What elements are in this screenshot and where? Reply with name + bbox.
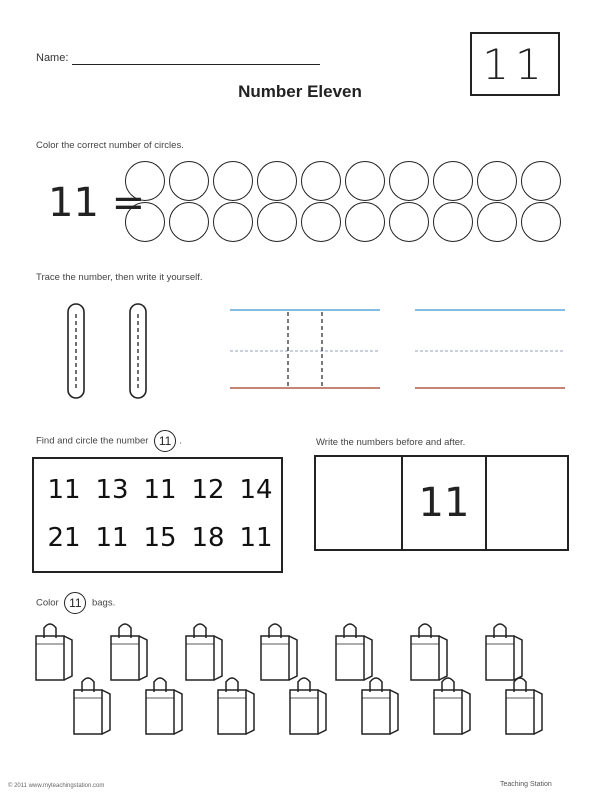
color-circle[interactable] <box>213 202 253 242</box>
color-circle[interactable] <box>433 161 473 201</box>
before-after-instruction: Write the numbers before and after. <box>316 437 466 448</box>
name-label: Name: <box>36 52 69 64</box>
bags-instruction-end: bags. <box>91 597 116 609</box>
trace-one-right <box>130 304 146 398</box>
trace-ones-graphic <box>60 300 170 400</box>
find-number[interactable]: 12 <box>191 475 225 505</box>
color-circle[interactable] <box>125 202 165 242</box>
color-circle[interactable] <box>477 202 517 242</box>
writing-lines-traced[interactable] <box>230 300 380 395</box>
circles-instruction: Color the correct number of circles. <box>36 140 184 151</box>
bag-icon[interactable] <box>186 624 222 680</box>
find-number[interactable]: 11 <box>47 475 81 505</box>
color-circle[interactable] <box>169 161 209 201</box>
find-number[interactable]: 18 <box>191 523 225 553</box>
before-after-box <box>314 455 569 551</box>
find-instruction-end: . <box>179 435 182 447</box>
color-circle[interactable] <box>301 161 341 201</box>
center-cell: 11 <box>401 457 485 549</box>
color-circle[interactable] <box>521 161 561 201</box>
circle-grid <box>125 161 565 243</box>
writing-lines-blank[interactable] <box>415 300 565 395</box>
footer-copyright: © 2011 www.myteachingstation.com <box>8 783 105 789</box>
bags-number-circle: 11 <box>64 592 86 614</box>
after-cell[interactable] <box>485 457 567 549</box>
bag-icon[interactable] <box>74 678 110 734</box>
find-number[interactable]: 14 <box>239 475 273 505</box>
color-circle[interactable] <box>389 202 429 242</box>
bag-icon[interactable] <box>362 678 398 734</box>
bag-icon[interactable] <box>111 624 147 680</box>
find-number[interactable]: 13 <box>95 475 129 505</box>
find-number[interactable]: 11 <box>239 523 273 553</box>
color-circle[interactable] <box>169 202 209 242</box>
bag-icon[interactable] <box>261 624 297 680</box>
color-circle[interactable] <box>345 161 385 201</box>
bags-instruction-text: Color <box>36 597 59 609</box>
bag-icon[interactable] <box>336 624 372 680</box>
equation: 11 = <box>48 180 146 226</box>
bags-area <box>20 620 580 750</box>
bag-icon[interactable] <box>411 624 447 680</box>
bag-icon[interactable] <box>290 678 326 734</box>
color-circle[interactable] <box>345 202 385 242</box>
find-instruction-text: Find and circle the number <box>36 435 149 447</box>
color-circle[interactable] <box>213 161 253 201</box>
find-number[interactable]: 11 <box>95 523 129 553</box>
find-number[interactable]: 11 <box>143 475 177 505</box>
find-instruction <box>36 430 182 452</box>
color-circle[interactable] <box>125 161 165 201</box>
trace-instruction: Trace the number, then write it yourself. <box>36 272 203 283</box>
color-circle[interactable] <box>257 161 297 201</box>
before-cell[interactable] <box>316 457 401 549</box>
bags-instruction <box>36 592 115 614</box>
bag-icon[interactable] <box>146 678 182 734</box>
number-box: 11 <box>470 32 560 96</box>
color-circle[interactable] <box>477 161 517 201</box>
color-circle[interactable] <box>433 202 473 242</box>
color-circle[interactable] <box>389 161 429 201</box>
bag-icon[interactable] <box>506 678 542 734</box>
color-circle[interactable] <box>257 202 297 242</box>
name-line[interactable] <box>72 64 320 65</box>
trace-one-left <box>68 304 84 398</box>
find-number-box <box>32 457 283 573</box>
find-number[interactable]: 15 <box>143 523 177 553</box>
bag-icon[interactable] <box>218 678 254 734</box>
page-title: Number Eleven <box>238 82 362 101</box>
bag-icon[interactable] <box>434 678 470 734</box>
color-circle[interactable] <box>301 202 341 242</box>
find-number-circle: 11 <box>154 430 176 452</box>
find-number[interactable]: 21 <box>47 523 81 553</box>
bag-icon[interactable] <box>36 624 72 680</box>
bag-icon[interactable] <box>486 624 522 680</box>
color-circle[interactable] <box>521 202 561 242</box>
footer-brand: Teaching Station <box>500 781 552 788</box>
